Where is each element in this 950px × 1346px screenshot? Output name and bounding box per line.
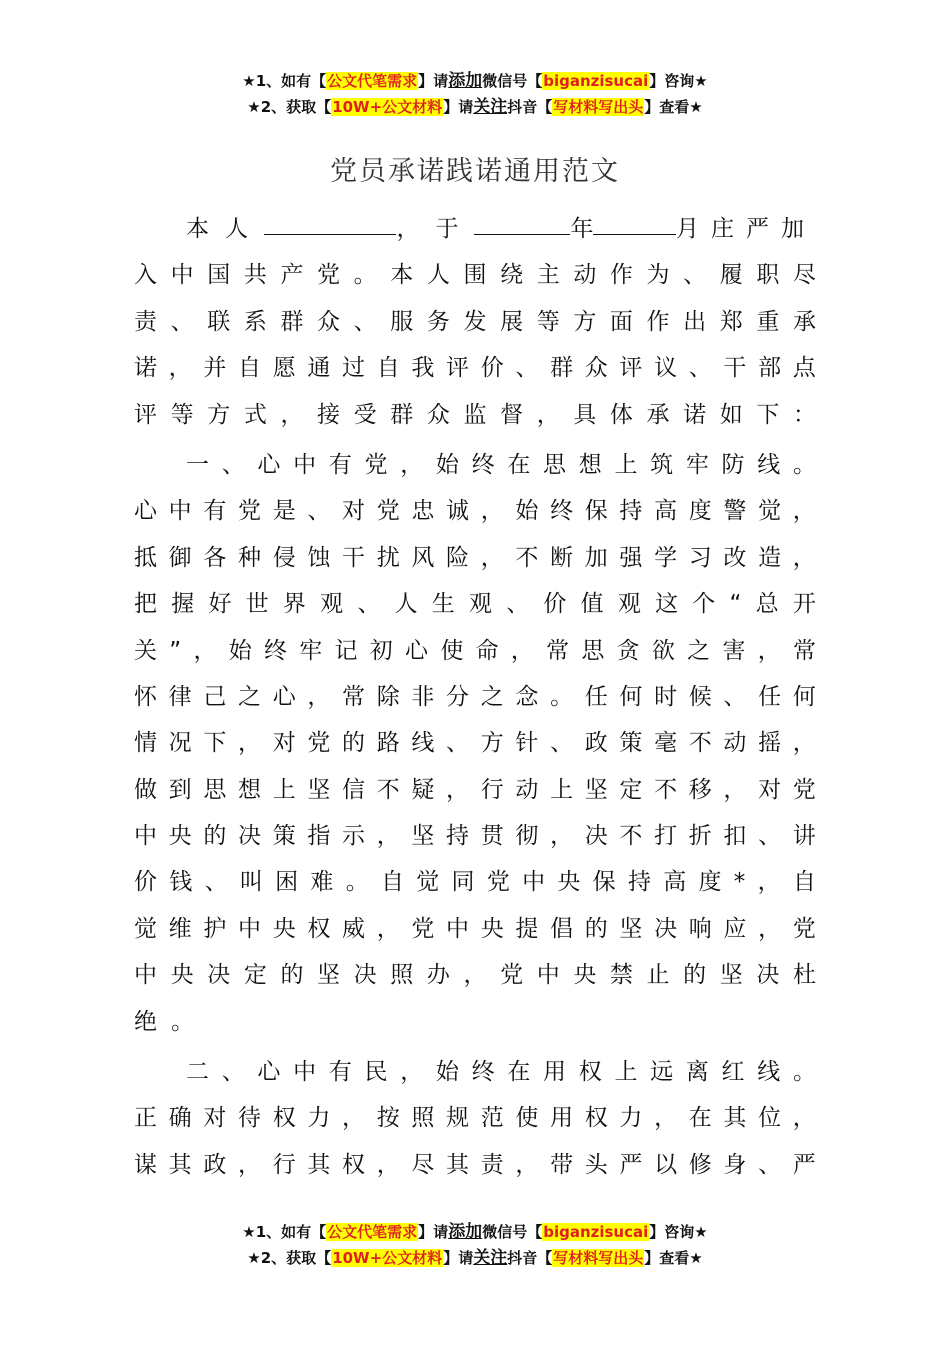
para3-heading: 二 、 心 中 有 民 ， 始 终 在 用 权 上 远 离 红 线 。 — [186, 1059, 816, 1086]
name-blank — [264, 206, 396, 235]
banner-text: 】请 — [443, 1249, 474, 1267]
banner-text: 抖音【 — [507, 1249, 553, 1267]
text-line: 觉 维 护 中 央 权 威 ， 党 中 央 提 倡 的 坚 决 响 应 ， 党 — [134, 915, 816, 942]
banner-text: 】请 — [418, 1223, 449, 1241]
banner-line-2 — [0, 94, 950, 120]
para1-text-c: 年 — [570, 216, 594, 242]
emphasis-text: 关注 — [473, 1248, 508, 1268]
text-line: 价 钱 、 叫 困 难 。 自 觉 同 党 中 央 保 持 高 度 * ， 自 — [134, 869, 816, 896]
banner-line-2 — [0, 1245, 950, 1271]
footer-banner — [0, 1219, 950, 1271]
para3-lines — [134, 1095, 816, 1188]
highlight-text: 10W+公文材料 — [332, 98, 443, 116]
para2-heading: 一 、 心 中 有 党 ， 始 终 在 思 想 上 筑 牢 防 线 。 — [186, 451, 816, 478]
text-line: 绝 。 — [134, 1008, 194, 1035]
banner-text: 】请 — [443, 98, 474, 116]
text-line: 心 中 有 党 是 、 对 党 忠 诚 ， 始 终 保 持 高 度 警 觉 ， — [134, 498, 816, 525]
highlight-text: 公文代笔需求 — [327, 72, 418, 90]
highlight-text: 10W+公文材料 — [332, 1249, 443, 1267]
highlight-text: biganzisucai — [543, 1223, 649, 1241]
para1-text-a: 本人 — [186, 216, 264, 242]
year-blank — [474, 206, 570, 235]
highlight-text: 写材料写出头 — [553, 1249, 644, 1267]
banner-line-1 — [0, 68, 950, 94]
text-line: 关 ” ， 始 终 牢 记 初 心 使 命 ， 常 思 贪 欲 之 害 ， 常 — [134, 637, 816, 664]
banner-text: 抖音【 — [507, 98, 553, 116]
highlight-text: biganzisucai — [543, 72, 649, 90]
banner-text: 】查看★ — [644, 1249, 703, 1267]
para1-lines — [134, 252, 816, 438]
header-banner — [0, 68, 950, 120]
banner-text: 微信号【 — [482, 1223, 543, 1241]
banner-text: ★1、如有【 — [242, 1223, 327, 1241]
emphasis-text: 关注 — [473, 97, 508, 117]
text-line: 抵 御 各 种 侵 蚀 干 扰 风 险 ， 不 断 加 强 学 习 改 造 ， — [134, 544, 816, 571]
text-line: 做 到 思 想 上 坚 信 不 疑 ， 行 动 上 坚 定 不 移 ， 对 党 — [134, 776, 816, 803]
banner-text: 】咨询★ — [649, 72, 708, 90]
document-title: 党员承诺践诺通用范文 — [330, 156, 620, 187]
emphasis-text: 添加 — [448, 71, 483, 91]
text-line: 评 等 方 式 ， 接 受 群 众 监 督 ， 具 体 承 诺 如 下 ： — [134, 401, 816, 428]
banner-text: ★1、如有【 — [242, 72, 327, 90]
para2-lines — [134, 488, 816, 1045]
banner-line-1 — [0, 1219, 950, 1245]
banner-text: ★2、获取【 — [247, 1249, 332, 1267]
banner-text: ★2、获取【 — [247, 98, 332, 116]
banner-text: 】查看★ — [644, 98, 703, 116]
month-blank — [593, 206, 676, 235]
emphasis-text: 添加 — [448, 1222, 483, 1242]
para1-first-line — [134, 206, 816, 252]
text-line: 正 确 对 待 权 力 ， 按 照 规 范 使 用 权 力 ， 在 其 位 ， — [134, 1105, 816, 1132]
text-line: 把 握 好 世 界 观 、 人 生 观 、 价 值 观 这 个 “ 总 开 — [134, 591, 816, 618]
text-line: 诺 ， 并 自 愿 通 过 自 我 评 价 、 群 众 评 议 、 干 部 点 — [134, 355, 816, 382]
highlight-text: 写材料写出头 — [553, 98, 644, 116]
text-line: 怀 律 己 之 心 ， 常 除 非 分 之 念 。 任 何 时 候 、 任 何 — [134, 683, 816, 710]
text-line: 情 况 下 ， 对 党 的 路 线 、 方 针 、 政 策 毫 不 动 摇 ， — [134, 730, 816, 757]
para1-text-d: 月庄严加 — [676, 216, 816, 242]
text-line: 中 央 的 决 策 指 示 ， 坚 持 贯 彻 ， 决 不 打 折 扣 、 讲 — [134, 823, 816, 850]
text-line: 谋 其 政 ， 行 其 权 ， 尽 其 责 ， 带 头 严 以 修 身 、 严 — [134, 1151, 816, 1178]
para1-text-b: ，于 — [396, 216, 475, 242]
banner-text: 微信号【 — [482, 72, 543, 90]
document-body — [134, 206, 816, 1188]
text-line: 中 央 决 定 的 坚 决 照 办 ， 党 中 央 禁 止 的 坚 决 杜 — [134, 962, 816, 989]
banner-text: 】请 — [418, 72, 449, 90]
text-line: 入 中 国 共 产 党 。 本 人 围 绕 主 动 作 为 、 履 职 尽 — [134, 262, 816, 289]
text-line: 责 、 联 系 群 众 、 服 务 发 展 等 方 面 作 出 郑 重 承 — [134, 308, 816, 335]
highlight-text: 公文代笔需求 — [327, 1223, 418, 1241]
banner-text: 】咨询★ — [649, 1223, 708, 1241]
